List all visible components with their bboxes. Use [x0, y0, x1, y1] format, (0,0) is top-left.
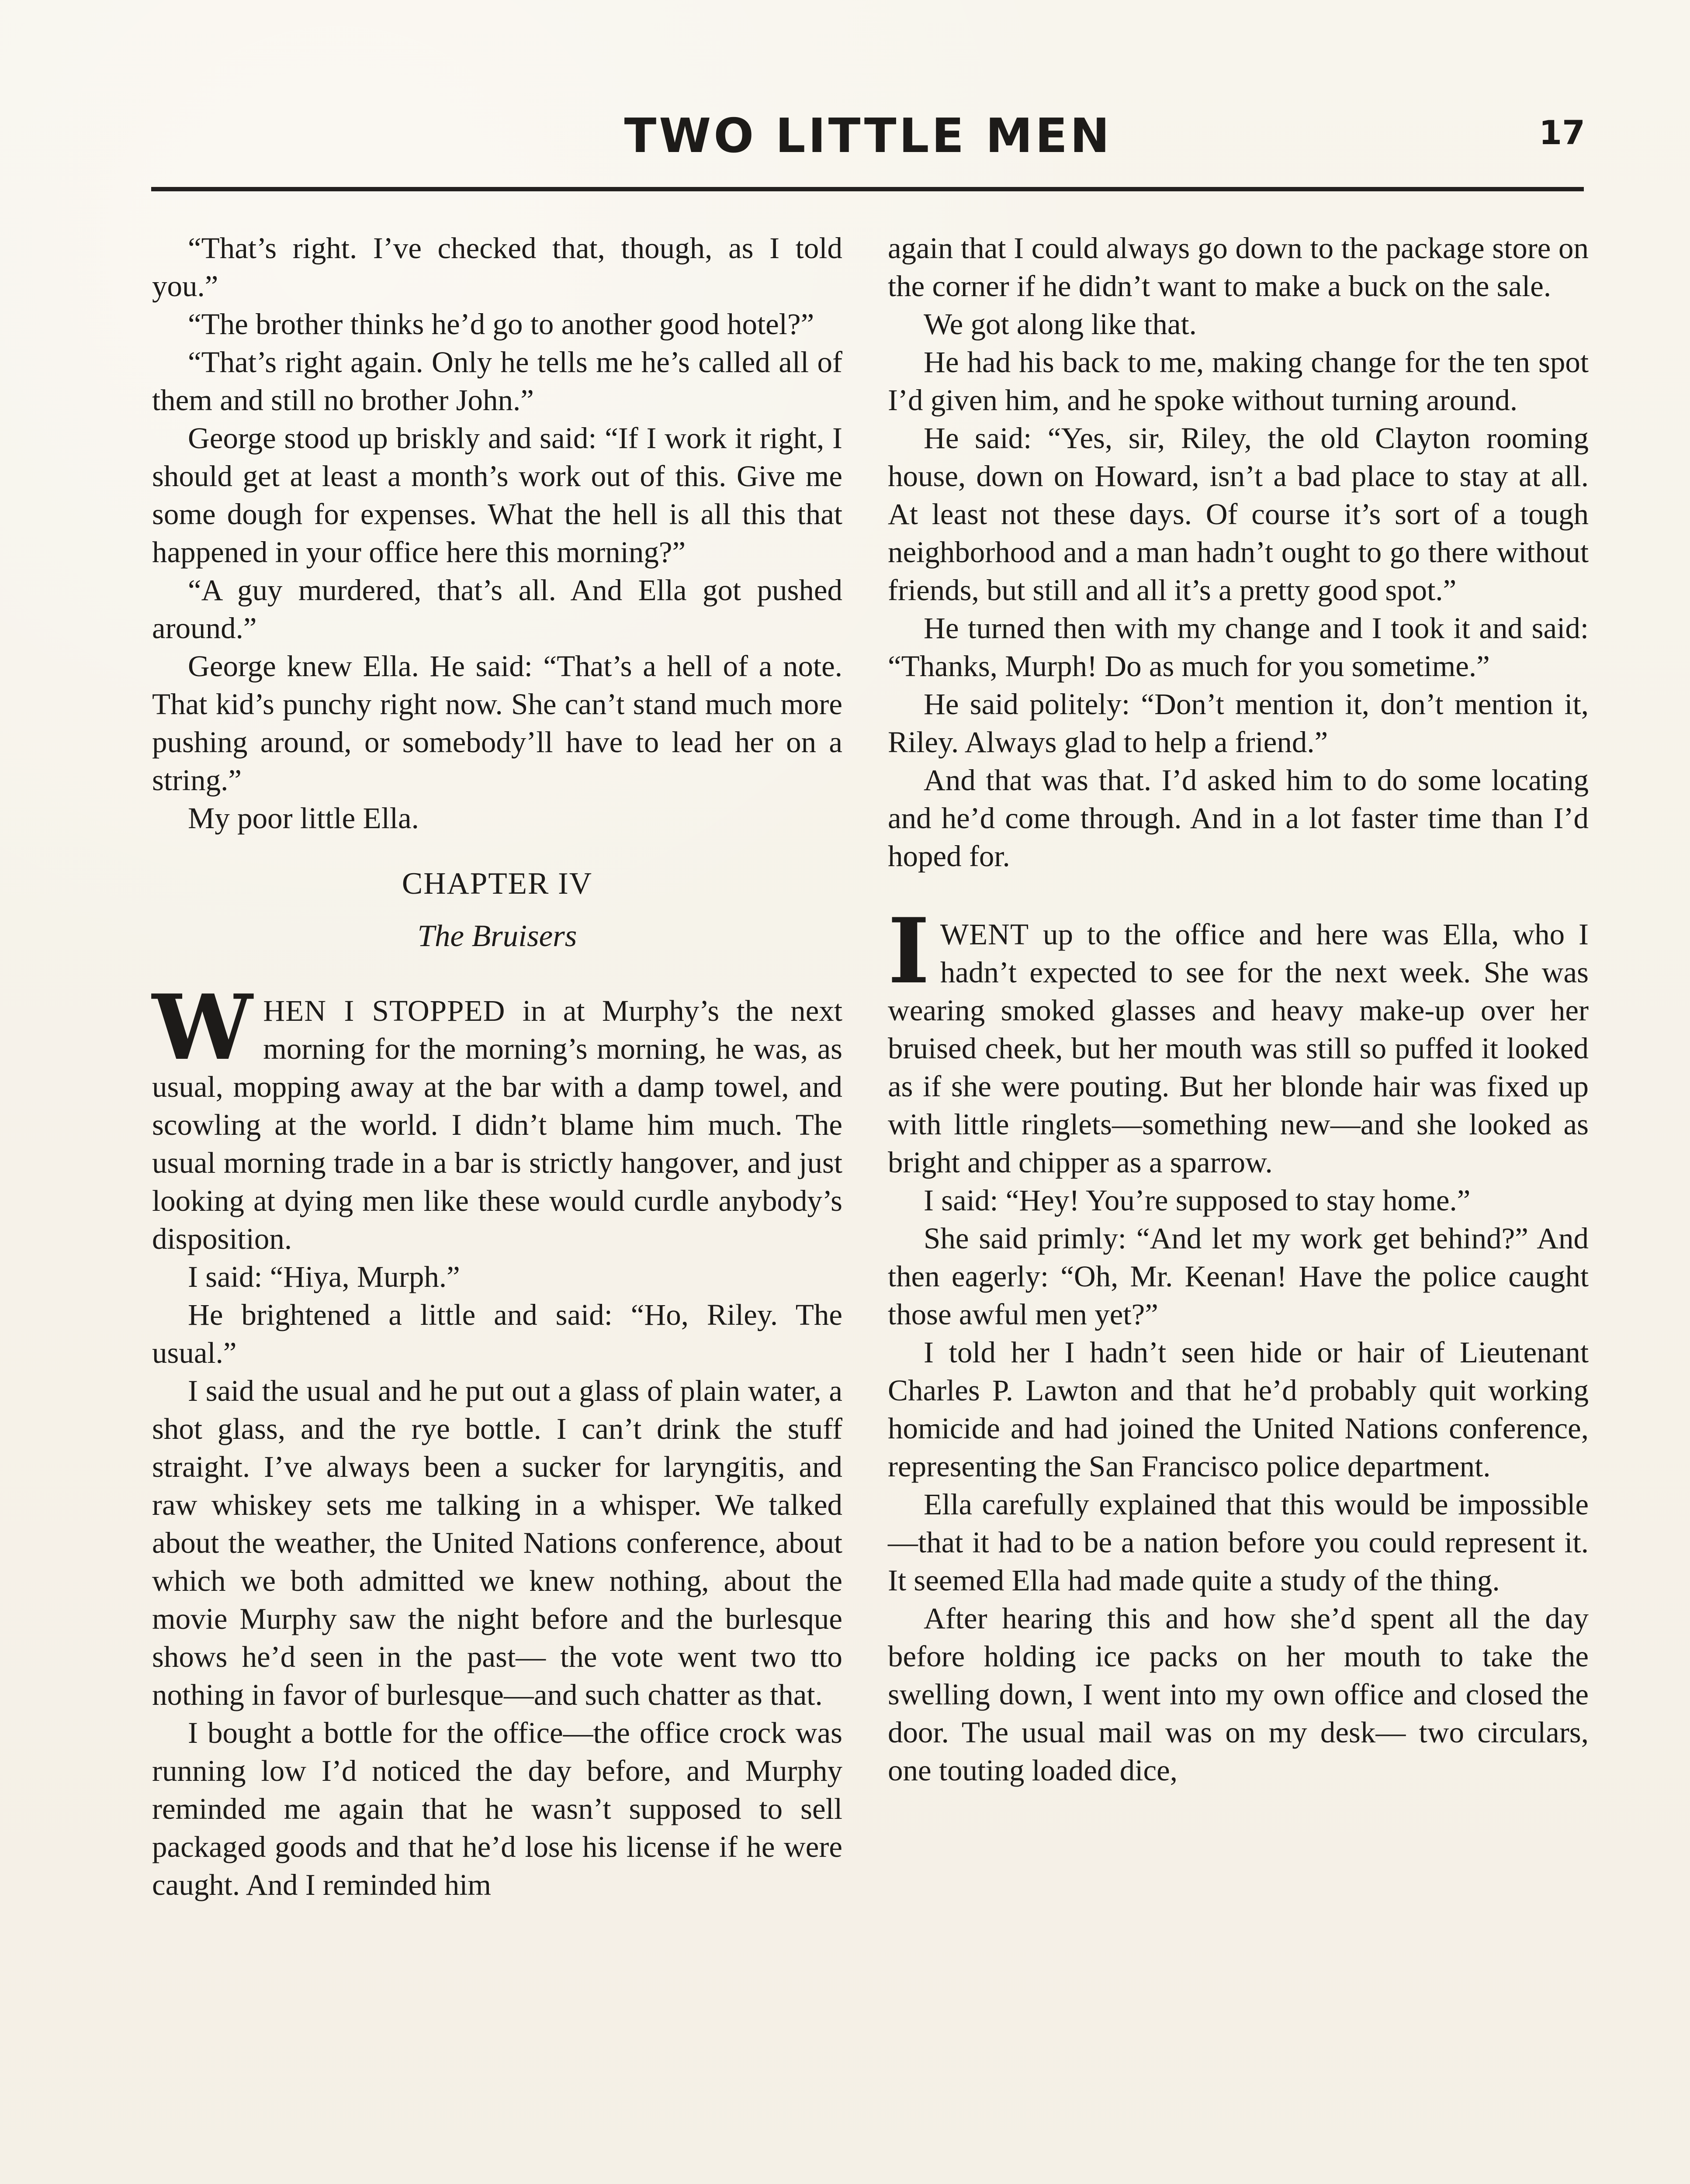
drop-cap-w: W	[152, 975, 253, 1080]
chapter-leadin: HEN I STOPPED	[263, 994, 506, 1027]
left-paragraph-4: George stood up briskly and said: “If I work it right, I should get at least a month’s work out of this. Give me some dough for expenses. What the hell is all this that happened in your office here this morning?”	[152, 422, 842, 569]
right-paragraph-2: We got along like that.	[924, 308, 1197, 341]
right-paragraph-9: She said primly: “And let my work get behind?” And then eagerly: “Oh, Mr. Keenan! Have the police caught those awful men yet?”	[888, 1222, 1589, 1331]
section-opening-paragraph	[888, 899, 1589, 1182]
right-paragraph-6: He said politely: “Don’t mention it, don’t mention it, Riley. Always glad to help a friend.”	[888, 688, 1589, 759]
right-paragraph-5: He turned then with my change and I took it and said: “Thanks, Murph! Do as much for you sometime.”	[888, 612, 1589, 683]
chapter-opening-text: in at Murphy’s the next morning for the morning’s morning, he was, as usual, mopping away at the bar with a damp towel, and scowling at the world. I didn’t blame him much. The usual morning trade in a bar is strictly hangover, and just looking at dying men like these would curdle anybody’s disposition.	[152, 994, 842, 1255]
left-column	[152, 229, 842, 1904]
left-paragraph-7: My poor little Ella.	[188, 802, 419, 835]
left-paragraph-10: I said the usual and he put out a glass of plain water, a shot glass, and the rye bottle. I can’t drink the stuff straight. I’ve always been a sucker for laryngitis, and raw whiskey sets me talking in a whisper. We talked about the weather, the United Nations conference, about which we both admitted we knew nothing, about the movie Murphy saw the night before and the burlesque shows he’d seen in the past— the vote went two tto nothing in favor of burlesque—and such chatter as that.	[152, 1374, 842, 1711]
header-rule	[151, 187, 1584, 191]
running-title: TWO LITTLE MEN	[624, 109, 1112, 163]
left-paragraph-3: “That’s right again. Only he tells me he’s called all of them and still no brother John.”	[152, 346, 842, 417]
left-paragraph-9: He brightened a little and said: “Ho, Riley. The usual.”	[152, 1298, 842, 1369]
left-paragraph-1: “That’s right. I’ve checked that, though, as I told you.”	[152, 232, 842, 303]
chapter-opening-paragraph	[152, 975, 842, 1258]
right-paragraph-4: He said: “Yes, sir, Riley, the old Clayton rooming house, down on Howard, isn’t a bad place to stay at all. At least not these days. Of course it’s sort of a tough neighborhood and a man hadn’t ought to go there without friends, but still and all it’s a pretty good spot.”	[888, 422, 1589, 607]
right-paragraph-12: After hearing this and how she’d spent all the day before holding ice packs on her mouth to take the swelling down, I went into my own office and closed the door. The usual mail was on my desk— two circulars, one touting loaded dice,	[888, 1602, 1589, 1787]
right-paragraph-3: He had his back to me, making change for the ten spot I’d given him, and he spoke without turning around.	[888, 346, 1589, 417]
left-paragraph-2: “The brother thinks he’d go to another good hotel?”	[188, 308, 814, 341]
section-break	[888, 875, 1589, 916]
drop-cap-i: I	[888, 899, 930, 1004]
right-paragraph-11: Ella carefully explained that this would be impossible—that it had to be a nation before you could represent it. It seemed Ella had made quite a study of the thing.	[888, 1488, 1589, 1597]
section-leadin: WENT	[940, 918, 1029, 951]
page-number: 17	[1539, 113, 1585, 152]
right-column	[888, 229, 1589, 1790]
section-opening-text: up to the office and here was Ella, who I hadn’t expected to see for the next week. She was wearing smoked glasses and heavy make-up over her bruised cheek, but her mouth was still so puffed it looked as if she were pouting. But her blonde hair was fixed up with little ringlets—something new—and she looked as bright and chipper as a sparrow.	[888, 918, 1589, 1179]
right-paragraph-7: And that was that. I’d asked him to do some locating and he’d come through. And in a lot faster time than I’d hoped for.	[888, 764, 1589, 873]
left-paragraph-11: I bought a bottle for the office—the office crock was running low I’d noticed the day before, and Murphy reminded me again that he wasn’t supposed to sell packaged goods and that he’d lose his license if he were caught. And I reminded him	[152, 1716, 842, 1901]
chapter-heading: CHAPTER IV	[402, 867, 593, 901]
right-paragraph-10: I told her I hadn’t seen hide or hair of Lieutenant Charles P. Lawton and that he’d probably quit working homicide and had joined the United Nations conference, representing the San Francisco police department.	[888, 1336, 1589, 1483]
left-paragraph-5: “A guy murdered, that’s all. And Ella got pushed around.”	[152, 574, 842, 645]
right-paragraph-1: again that I could always go down to the package store on the corner if he didn’t want to make a buck on the sale.	[888, 232, 1589, 303]
right-paragraph-8: I said: “Hey! You’re supposed to stay home.”	[924, 1184, 1471, 1217]
left-paragraph-8: I said: “Hiya, Murph.”	[188, 1260, 460, 1293]
chapter-subtitle: The Bruisers	[417, 919, 577, 953]
left-paragraph-6: George knew Ella. He said: “That’s a hell of a note. That kid’s punchy right now. She can’t stand much more pushing around, or somebody’ll have to lead her on a string.”	[152, 650, 842, 797]
